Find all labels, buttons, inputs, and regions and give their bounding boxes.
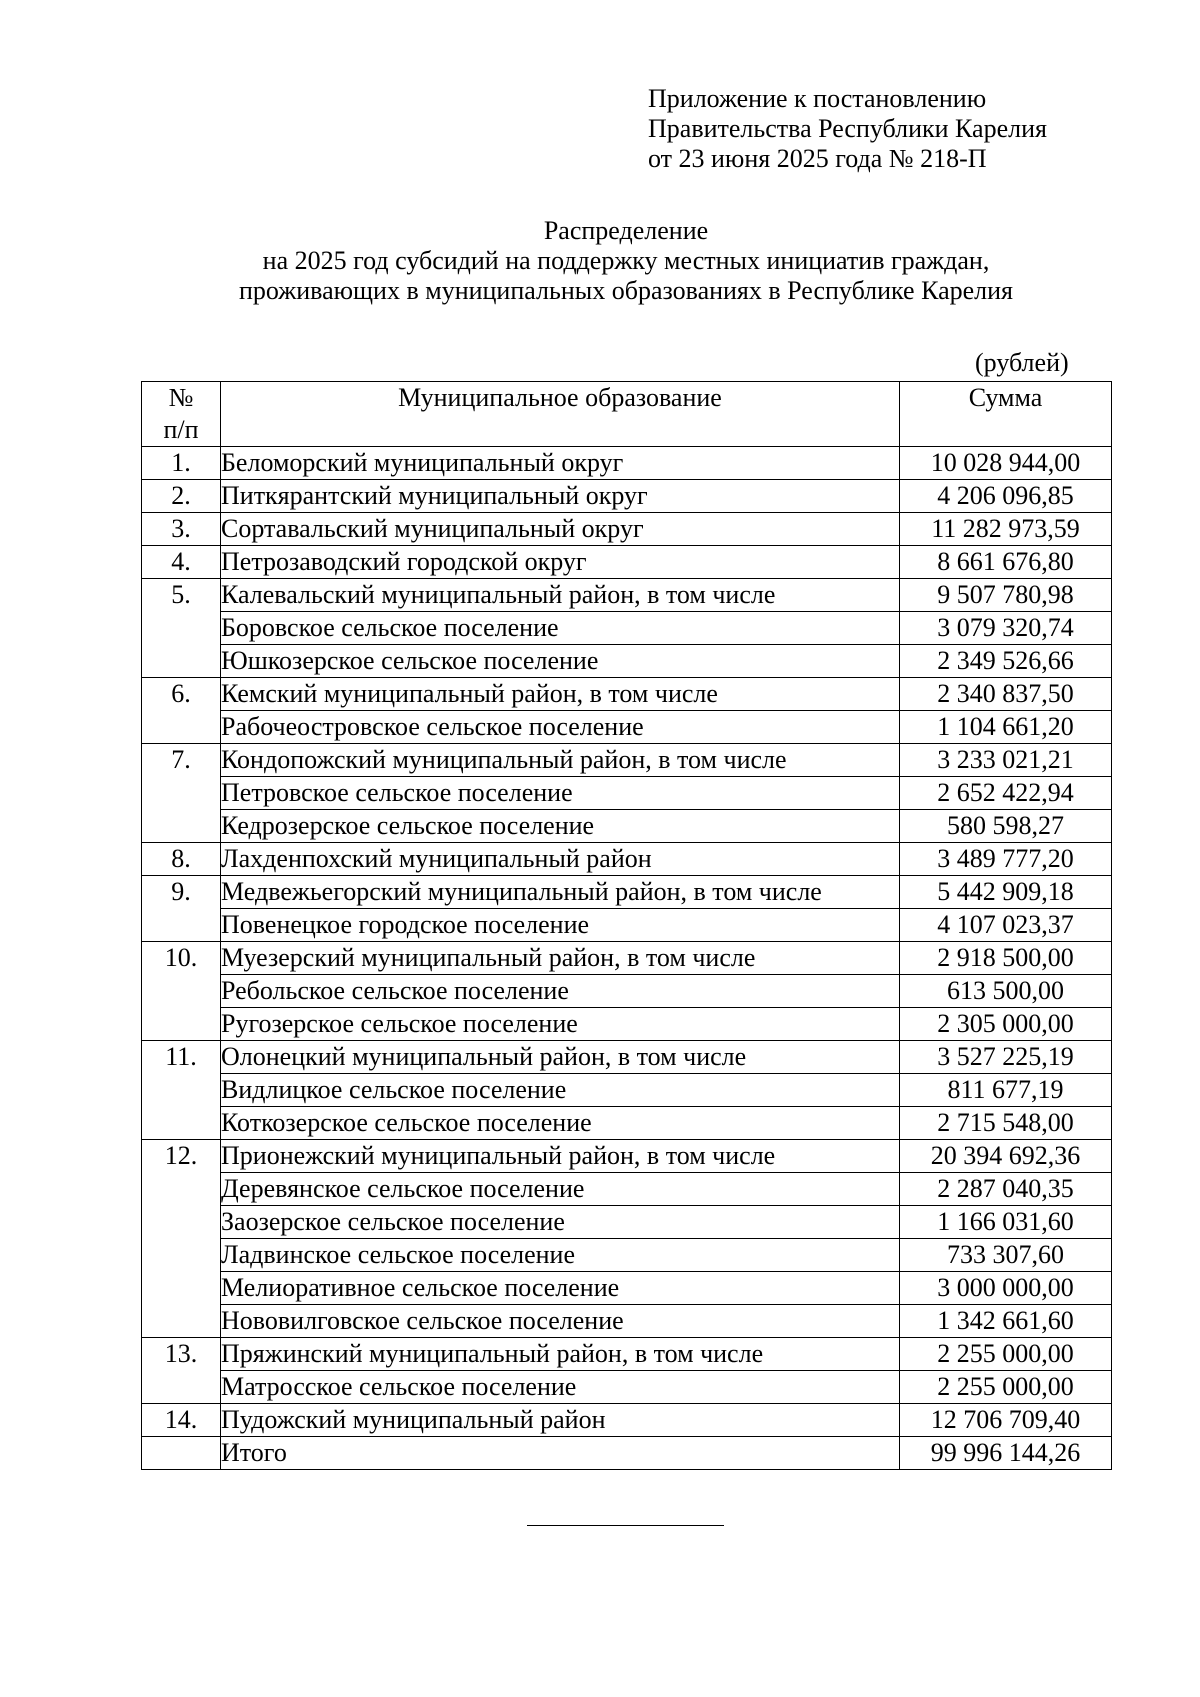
subsidy-amount: 580 598,27: [900, 810, 1112, 843]
subsidy-amount: 10 028 944,00: [900, 447, 1112, 480]
table-row: [142, 513, 1112, 546]
table-row: [142, 1074, 1112, 1107]
subsidy-amount: 2 918 500,00: [900, 942, 1112, 975]
table-row: [142, 711, 1112, 744]
column-header-number-line-2: п/п: [163, 415, 199, 444]
table-row: [142, 744, 1112, 777]
subsidy-amount: 2 652 422,94: [900, 777, 1112, 810]
table-row: [142, 1008, 1112, 1041]
table-row: [142, 1140, 1112, 1173]
column-header-number: [142, 382, 221, 447]
column-header-municipality: Муниципальное образование: [221, 382, 900, 447]
row-number: 13.: [142, 1338, 221, 1404]
municipality-name: Кондопожский муниципальный район, в том числе: [221, 744, 900, 777]
table-row: [142, 645, 1112, 678]
table-row: [142, 546, 1112, 579]
subsidy-amount: 12 706 709,40: [900, 1404, 1112, 1437]
municipality-name: Ребольское сельское поселение: [221, 975, 900, 1008]
table-row: [142, 876, 1112, 909]
municipality-name: Лахденпохский муниципальный район: [221, 843, 900, 876]
municipality-name: Сортавальский муниципальный округ: [221, 513, 900, 546]
row-number: 9.: [142, 876, 221, 942]
distribution-table: [141, 381, 1112, 1470]
subsidy-amount: 3 489 777,20: [900, 843, 1112, 876]
municipality-name: Муезерский муниципальный район, в том числе: [221, 942, 900, 975]
row-number: 12.: [142, 1140, 221, 1338]
subsidy-amount: 1 104 661,20: [900, 711, 1112, 744]
subsidy-amount: 4 206 096,85: [900, 480, 1112, 513]
municipality-name: Повенецкое городское поселение: [221, 909, 900, 942]
table-row: [142, 810, 1112, 843]
table-row: [142, 1239, 1112, 1272]
subsidy-amount: 2 349 526,66: [900, 645, 1112, 678]
subsidy-amount: 4 107 023,37: [900, 909, 1112, 942]
municipality-name: Медвежьегорский муниципальный район, в том числе: [221, 876, 900, 909]
table-row: [142, 777, 1112, 810]
municipality-name: Пудожский муниципальный район: [221, 1404, 900, 1437]
subsidy-amount: 5 442 909,18: [900, 876, 1112, 909]
row-number: 1.: [142, 447, 221, 480]
subsidy-amount: 8 661 676,80: [900, 546, 1112, 579]
table-row: [142, 447, 1112, 480]
subsidy-amount: 20 394 692,36: [900, 1140, 1112, 1173]
table-row: [142, 612, 1112, 645]
table-row: [142, 843, 1112, 876]
subsidy-amount: 1 166 031,60: [900, 1206, 1112, 1239]
subsidy-amount: 2 305 000,00: [900, 1008, 1112, 1041]
table-row: [142, 1041, 1112, 1074]
subsidy-amount: 2 255 000,00: [900, 1371, 1112, 1404]
municipality-name: Нововилговское сельское поселение: [221, 1305, 900, 1338]
subsidy-amount: 1 342 661,60: [900, 1305, 1112, 1338]
municipality-name: Коткозерское сельское поселение: [221, 1107, 900, 1140]
closing-divider: [527, 1525, 724, 1526]
row-number: 14.: [142, 1404, 221, 1437]
subsidy-amount: 3 000 000,00: [900, 1272, 1112, 1305]
row-number: 8.: [142, 843, 221, 876]
table-row: [142, 909, 1112, 942]
municipality-name: Заозерское сельское поселение: [221, 1206, 900, 1239]
total-row: [142, 1437, 1112, 1470]
subsidy-amount: 2 287 040,35: [900, 1173, 1112, 1206]
municipality-name: Рабочеостровское сельское поселение: [221, 711, 900, 744]
row-number: 11.: [142, 1041, 221, 1140]
table-row: [142, 1338, 1112, 1371]
table-row: [142, 1371, 1112, 1404]
table-row: [142, 480, 1112, 513]
column-header-number-line-1: №: [168, 383, 194, 412]
municipality-name: Юшкозерское сельское поселение: [221, 645, 900, 678]
table-row: [142, 1272, 1112, 1305]
municipality-name: Ладвинское сельское поселение: [221, 1239, 900, 1272]
municipality-name: Калевальский муниципальный район, в том числе: [221, 579, 900, 612]
subsidy-amount: 811 677,19: [900, 1074, 1112, 1107]
document-title-line-2: на 2025 год субсидий на поддержку местных инициатив граждан,: [262, 246, 990, 275]
municipality-name: Ругозерское сельское поселение: [221, 1008, 900, 1041]
appendix-header: [648, 84, 1047, 174]
municipality-name: Кедрозерское сельское поселение: [221, 810, 900, 843]
subsidy-amount: 9 507 780,98: [900, 579, 1112, 612]
municipality-name: Мелиоративное сельское поселение: [221, 1272, 900, 1305]
municipality-name: Олонецкий муниципальный район, в том числе: [221, 1041, 900, 1074]
municipality-name: Беломорский муниципальный округ: [221, 447, 900, 480]
municipality-name: Кемский муниципальный район, в том числе: [221, 678, 900, 711]
row-number: 5.: [142, 579, 221, 678]
appendix-header-line-3: от 23 июня 2025 года № 218-П: [648, 144, 987, 173]
row-number: 6.: [142, 678, 221, 744]
row-number: 4.: [142, 546, 221, 579]
table-row: [142, 678, 1112, 711]
total-number-cell: [142, 1437, 221, 1470]
subsidy-amount: 733 307,60: [900, 1239, 1112, 1272]
row-number: 7.: [142, 744, 221, 843]
table-row: [142, 1404, 1112, 1437]
municipality-name: Прионежский муниципальный район, в том числе: [221, 1140, 900, 1173]
table-header-row: [142, 382, 1112, 447]
subsidy-amount: 3 233 021,21: [900, 744, 1112, 777]
municipality-name: Петровское сельское поселение: [221, 777, 900, 810]
row-number: 3.: [142, 513, 221, 546]
document-title-line-3: проживающих в муниципальных образованиях в Республике Карелия: [238, 276, 1014, 305]
row-number: 2.: [142, 480, 221, 513]
municipality-name: Видлицкое сельское поселение: [221, 1074, 900, 1107]
municipality-name: Деревянское сельское поселение: [221, 1173, 900, 1206]
subsidy-amount: 2 340 837,50: [900, 678, 1112, 711]
appendix-header-line-1: Приложение к постановлению: [648, 84, 987, 113]
table-row: [142, 579, 1112, 612]
document-title: [0, 216, 1200, 306]
row-number: 10.: [142, 942, 221, 1041]
table-row: [142, 975, 1112, 1008]
subsidy-amount: 11 282 973,59: [900, 513, 1112, 546]
table-body: [142, 447, 1112, 1470]
appendix-header-line-2: Правительства Республики Карелия: [648, 114, 1047, 143]
municipality-name: Питкярантский муниципальный округ: [221, 480, 900, 513]
subsidy-amount: 2 255 000,00: [900, 1338, 1112, 1371]
units-label: (рублей): [975, 348, 1069, 377]
municipality-name: Пряжинский муниципальный район, в том числе: [221, 1338, 900, 1371]
table-row: [142, 942, 1112, 975]
table-row: [142, 1206, 1112, 1239]
subsidy-amount: 3 527 225,19: [900, 1041, 1112, 1074]
municipality-name: Матросское сельское поселение: [221, 1371, 900, 1404]
table-row: [142, 1107, 1112, 1140]
subsidy-amount: 613 500,00: [900, 975, 1112, 1008]
document-title-line-1: Распределение: [543, 216, 709, 245]
table-row: [142, 1305, 1112, 1338]
table-row: [142, 1173, 1112, 1206]
municipality-name: Петрозаводский городской округ: [221, 546, 900, 579]
total-amount: 99 996 144,26: [900, 1437, 1112, 1470]
subsidy-amount: 2 715 548,00: [900, 1107, 1112, 1140]
total-label: Итого: [221, 1437, 900, 1470]
subsidy-amount: 3 079 320,74: [900, 612, 1112, 645]
column-header-sum: Сумма: [900, 382, 1112, 447]
municipality-name: Боровское сельское поселение: [221, 612, 900, 645]
